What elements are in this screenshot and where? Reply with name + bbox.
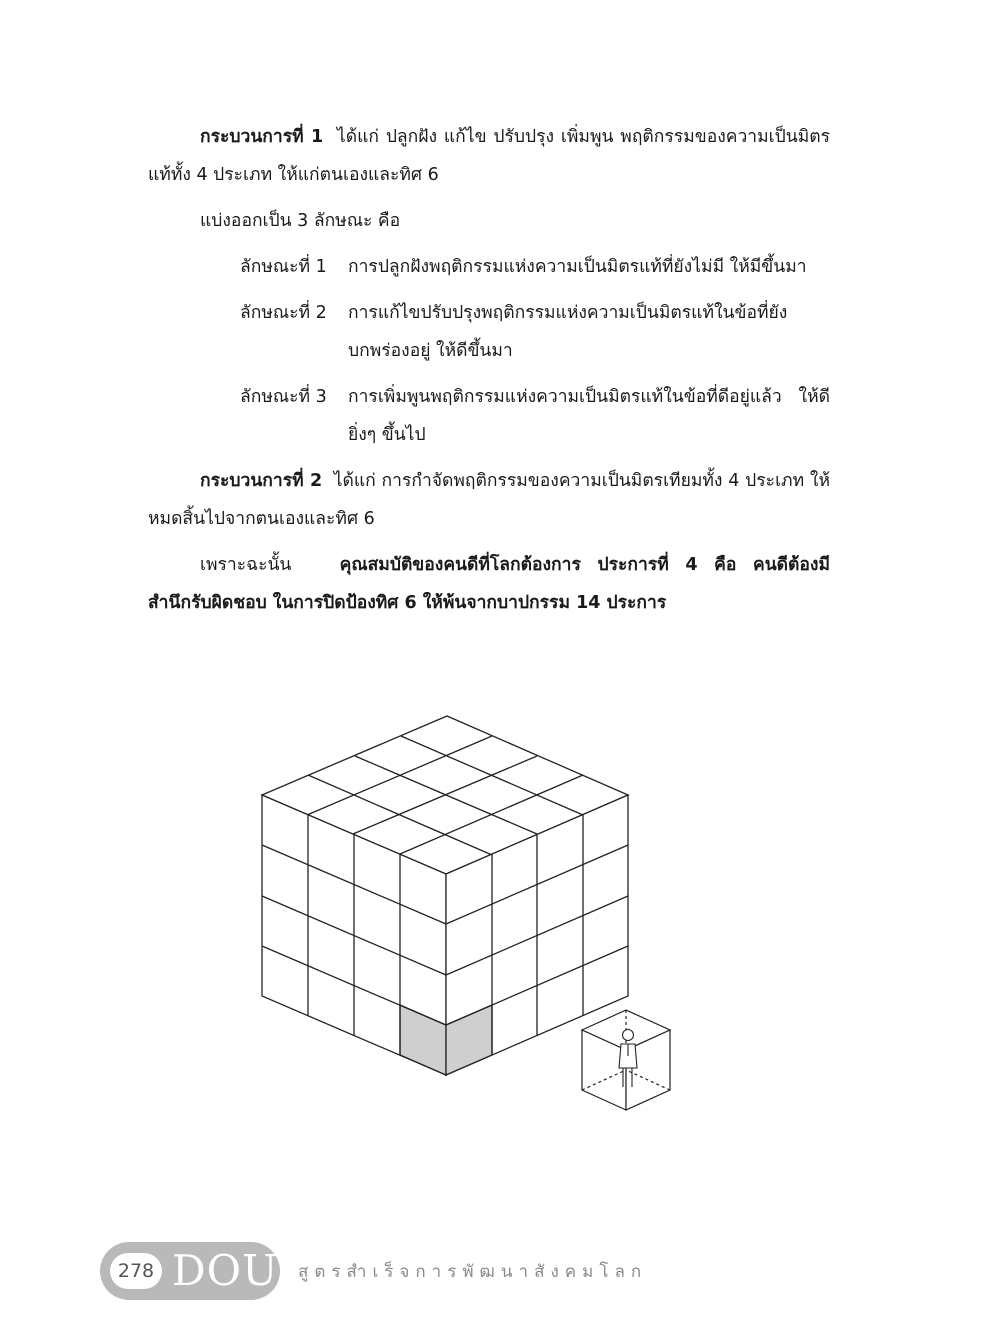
trait-item-3: [148, 378, 830, 454]
conclusion-bold-2: สำนึกรับผิดชอบ ในการปิดป้องทิศ 6 ให้พ้นจากบาปกรรม 14 ประการ: [148, 593, 667, 613]
page-footer: [100, 1242, 900, 1300]
trait-item-2: [148, 294, 830, 370]
traits-intro: แบ่งออกเป็น 3 ลักษณะ คือ: [200, 211, 401, 231]
trait-text: การแก้ไขปรับปรุงพฤติกรรมแห่งความเป็นมิตรแท้ในข้อที่ยังบกพร่องอยู่ ให้ดีขึ้นมา: [348, 303, 788, 361]
body-text: [148, 118, 830, 630]
conclusion-line-1: [148, 546, 830, 584]
big-cube: [262, 716, 628, 1075]
trait-label: ลักษณะที่ 1: [240, 257, 327, 277]
process-2-paragraph: [148, 462, 830, 538]
series-title: สูตรสำเร็จการพัฒนาสังคมโลก: [298, 1262, 648, 1282]
process-1-paragraph: [148, 118, 830, 194]
trait-text: การปลูกฝังพฤติกรรมแห่งความเป็นมิตรแท้ที่ยังไม่มี ให้มีขึ้นมา: [348, 257, 807, 277]
conclusion-prefix: เพราะฉะนั้น: [200, 555, 292, 575]
trait-text: การเพิ่มพูนพฤติกรรมแห่งความเป็นมิตรแท้ในข้อที่ดีอยู่แล้ว ให้ดียิ่งๆ ขึ้นไป: [348, 387, 830, 445]
process-1-label: กระบวนการที่ 1: [200, 127, 324, 147]
trait-label: ลักษณะที่ 2: [240, 303, 327, 323]
process-2-text: ได้แก่ การกำจัดพฤติกรรมของความเป็นมิตรเทียมทั้ง 4 ประเภท ให้หมดสิ้นไปจากตนเองและทิศ 6: [148, 471, 830, 529]
page-number: 278: [110, 1253, 162, 1289]
process-1-text: ได้แก่ ปลูกฝัง แก้ไข ปรับปรุง เพิ่มพูน พฤติกรรมของความเป็นมิตร แท้ทั้ง 4 ประเภท ให้แก่ตนเองและทิศ 6: [148, 127, 830, 185]
process-2-label: กระบวนการที่ 2: [200, 471, 323, 491]
trait-item-1: [148, 248, 830, 286]
conclusion-bold-1: คุณสมบัติของคนดีที่โลกต้องการ ประการที่ 4 คือ คนดีต้องมี: [339, 555, 830, 575]
cube-illustration: [240, 700, 700, 1120]
brand-logo: DOU: [172, 1246, 279, 1295]
trait-label: ลักษณะที่ 3: [240, 387, 327, 407]
footer-badge: [100, 1242, 280, 1300]
